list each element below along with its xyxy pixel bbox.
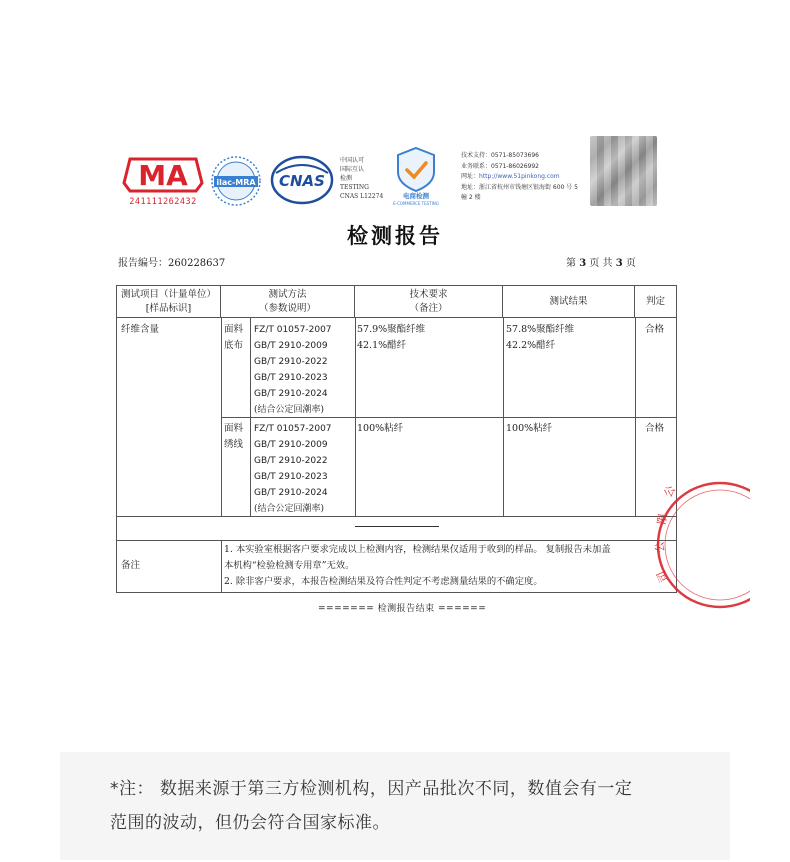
requirement-value: 57.9%聚酯纤维: [357, 324, 426, 335]
method-standard: GB/T 2910-2009: [254, 440, 328, 450]
svg-text:公: 公: [661, 483, 679, 500]
cnas-caption: [340, 156, 383, 201]
svg-text:限: 限: [655, 512, 670, 526]
disclaimer-text: [110, 772, 710, 840]
report-end-marker: ======= 检测报告结束 ======: [318, 604, 487, 614]
disclaimer-line: 范围的波动，但仍会符合国家标准。: [110, 813, 390, 833]
header-item: [117, 286, 221, 318]
blurred-qr-code: [590, 136, 657, 206]
remarks-label: 备注: [121, 560, 141, 571]
svg-text:公: 公: [653, 540, 667, 553]
website-link[interactable]: http://www.51pinkong.com: [479, 173, 560, 180]
header-item-line: [样品标识]: [145, 302, 192, 314]
row1-methods: [254, 322, 332, 418]
result-value: 42.2%醋纤: [506, 340, 556, 351]
report-number: [118, 254, 225, 269]
row1-result: [506, 322, 574, 354]
header-requirement: [355, 286, 503, 318]
cnas-caption-line: TESTING: [340, 184, 369, 191]
header-result-line: 测试结果: [549, 295, 588, 307]
page-text: 第: [566, 258, 576, 269]
ecommerce-testing-shield-icon: [392, 146, 440, 206]
row2-verdict: 合格: [645, 423, 665, 434]
header-verdict-line: 判定: [645, 295, 665, 307]
official-seal-stamp: [640, 470, 750, 620]
page-current: 3: [579, 258, 587, 269]
requirement-value: 100%粘纤: [357, 423, 404, 434]
row1-verdict: 合格: [645, 324, 665, 335]
row2-methods: [254, 421, 332, 517]
report-title: 检测报告: [347, 223, 443, 248]
requirement-value: 42.1%醋纤: [357, 340, 407, 351]
part-label: 面料: [224, 324, 244, 335]
page-indicator: [566, 254, 636, 269]
result-value: 100%粘纤: [506, 423, 553, 434]
website-line: [461, 172, 578, 183]
header-item-line: 测试项目（计量单位）: [120, 288, 216, 300]
cma-logo: [122, 153, 204, 207]
page-text: 页: [625, 258, 636, 269]
page-text: 页 共: [589, 258, 613, 269]
shield-label: 电商检测: [403, 192, 429, 200]
cnas-caption-line: 国际互认: [340, 166, 365, 173]
address-line: 地址：浙江省杭州市钱塘区银海街 600 号 5: [461, 183, 578, 191]
method-standard: FZ/T 01057-2007: [254, 424, 332, 434]
method-note: (结合公定回潮率): [254, 405, 325, 415]
remarks-text: [224, 542, 676, 590]
header-requirement-line: 技术要求: [409, 288, 448, 300]
row2-requirement: [357, 421, 403, 437]
row1-requirement: [357, 322, 425, 354]
svg-text:司: 司: [654, 568, 671, 585]
remark-line: 2. 除非客户要求，本报告检测结果及符合性判定不考虑测量结果的不确定度。: [224, 576, 543, 587]
disclaimer-line: *注： 数据来源于第三方检测机构，因产品批次不同，数值会有一定: [110, 779, 633, 799]
row2-part: [224, 421, 243, 453]
method-standard: GB/T 2910-2024: [254, 389, 328, 399]
test-results-table: [116, 285, 677, 593]
part-label: 面料: [224, 423, 244, 434]
header-verdict: [635, 286, 676, 318]
part-label: 绣线: [224, 439, 244, 450]
method-standard: GB/T 2910-2022: [254, 357, 328, 367]
method-standard: GB/T 2910-2009: [254, 341, 328, 351]
test-item-name: 纤维含量: [121, 324, 160, 335]
header-method-line: 测试方法: [268, 288, 307, 300]
website-label: 网址：: [461, 173, 480, 180]
result-value: 57.8%聚酯纤维: [506, 324, 575, 335]
remark-line: 1. 本实验室根据客户要求完成以上检测内容，检测结果仅适用于收到的样品。 复制报告未加盖: [224, 544, 611, 555]
header-method-line: （参数说明）: [258, 302, 316, 314]
page-total: 3: [615, 258, 623, 269]
cma-logo-text: MA: [138, 159, 188, 192]
row1-part: [224, 322, 243, 354]
business-phone: 业务联系：0571-86026992: [461, 162, 539, 170]
method-note: (结合公定回潮率): [254, 504, 325, 514]
method-standard: GB/T 2910-2024: [254, 488, 328, 498]
cnas-text: CNAS: [279, 172, 325, 190]
support-phone: 技术支持：0571-85073696: [461, 152, 539, 159]
report-number-label: 报告编号：: [118, 258, 168, 269]
ilac-mra-logo: [210, 155, 262, 207]
address-line-2: 幢 2 楼: [461, 194, 481, 201]
cnas-caption-line: CNAS L12274: [340, 193, 384, 200]
header-requirement-line: （备注）: [409, 302, 448, 314]
method-standard: GB/T 2910-2023: [254, 373, 328, 383]
header-method: [221, 286, 355, 318]
remark-line: 本机构“检验检测专用章”无效。: [224, 560, 355, 571]
cma-number: 241111262432: [129, 197, 197, 207]
method-standard: GB/T 2910-2023: [254, 472, 328, 482]
cnas-caption-line: 检测: [340, 175, 353, 182]
report-number-value: 260228637: [168, 258, 226, 269]
method-standard: GB/T 2910-2022: [254, 456, 328, 466]
part-label: 底布: [224, 340, 244, 351]
cnas-logo: [270, 155, 334, 205]
lab-contact-info: [461, 151, 578, 204]
ilac-text: ilac-MRA: [216, 178, 256, 187]
shield-sublabel: E-COMMERCE TESTING: [393, 201, 439, 206]
row2-result: [506, 421, 552, 437]
method-standard: FZ/T 01057-2007: [254, 325, 332, 335]
header-result: [503, 286, 635, 318]
cnas-caption-line: 中国认可: [340, 157, 365, 164]
